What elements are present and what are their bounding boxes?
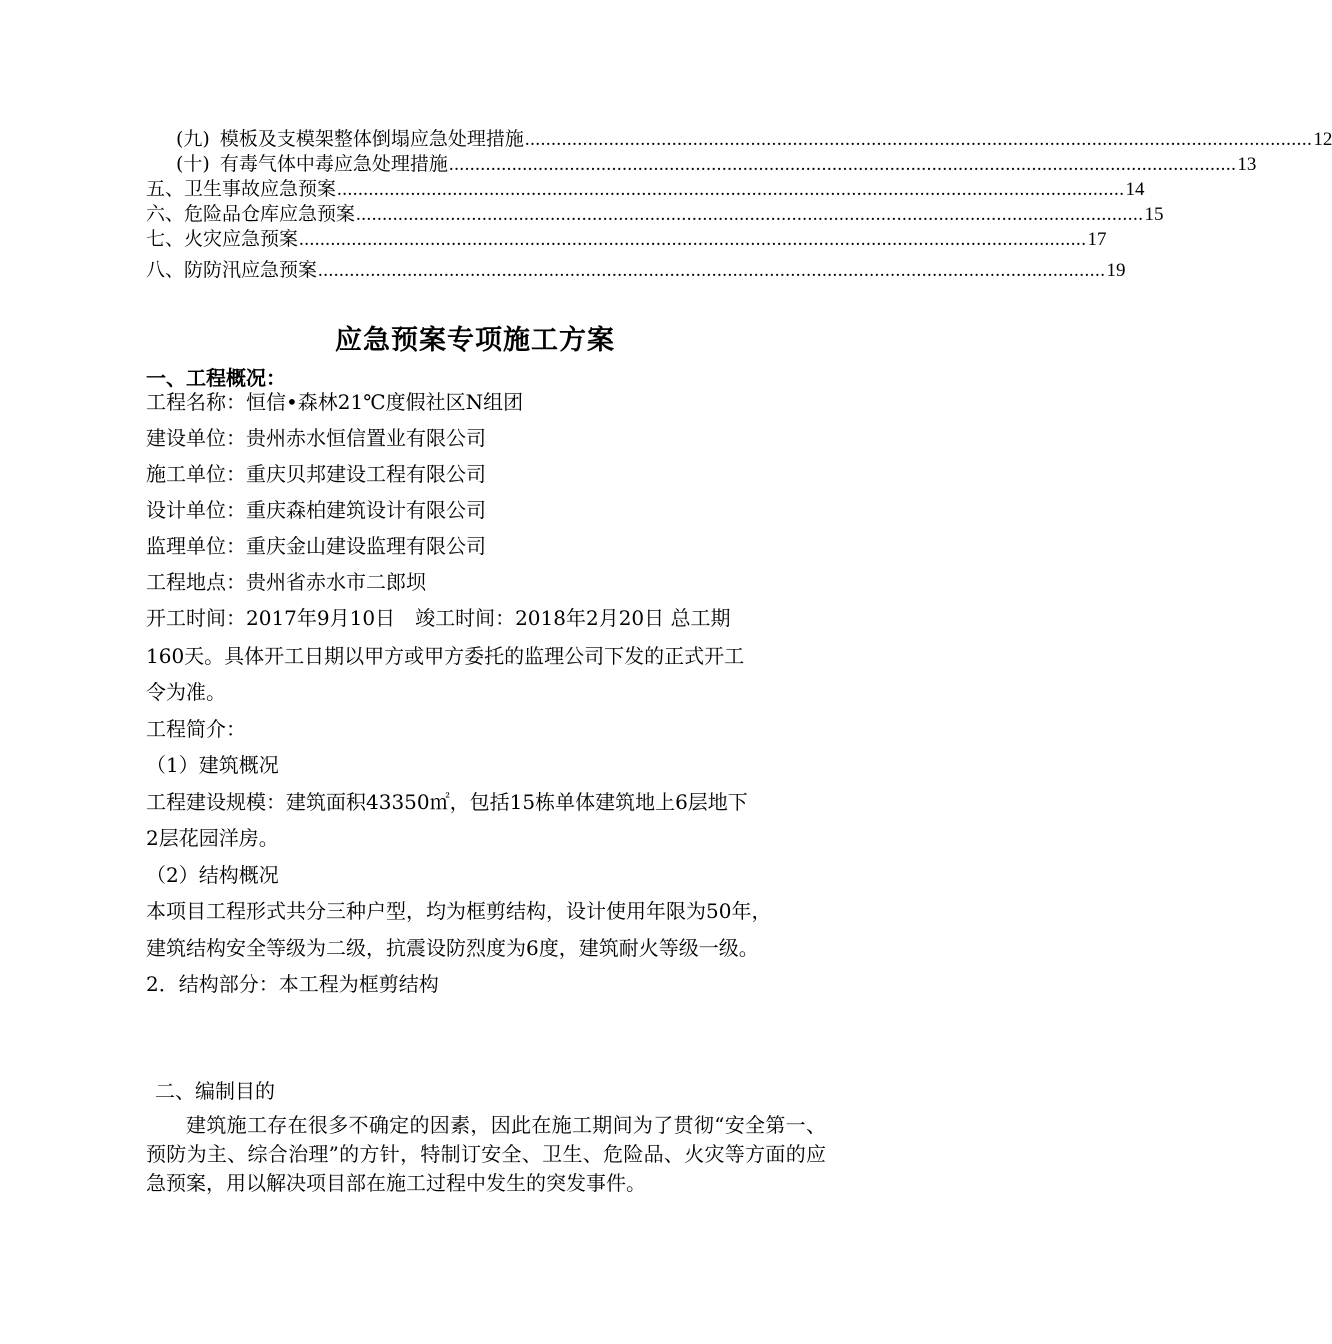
toc-entry-page: 19 (1106, 260, 1126, 281)
section-heading-overview: 一、工程概况： (146, 366, 286, 390)
toc-entry-title: 防防汛应急预案 (184, 259, 318, 281)
toc-leader-dots: ...................................................................................................................................................... (524, 129, 1313, 150)
toc-entry[interactable] (176, 124, 1332, 150)
toc-entry-page: 13 (1237, 154, 1257, 175)
body-line: 开工时间：2017年9月10日 竣工时间：2018年2月20日 总工期 (146, 606, 731, 630)
toc-leader-dots: ...................................................................................................................................................... (337, 179, 1125, 200)
body-line: 工程地点：贵州省赤水市二郎坝 (146, 570, 426, 594)
body-line: 工程名称：恒信•森林21℃度假社区N组团 (146, 390, 524, 414)
body-line: （1）建筑概况 (146, 753, 279, 777)
body-line: 令为准。 (146, 680, 226, 704)
toc-entry-title: 卫生事故应急预案 (184, 178, 337, 200)
body-line: 施工单位：重庆贝邦建设工程有限公司 (146, 462, 486, 486)
toc-entry[interactable] (176, 149, 1257, 175)
toc-entry-number: (十) (176, 153, 210, 175)
toc-leader-dots: ...................................................................................................................................................... (448, 154, 1237, 175)
body-line: 建筑结构安全等级为二级，抗震设防烈度为6度，建筑耐火等级一级。 (146, 936, 759, 960)
toc-entry-title: 危险品仓库应急预案 (184, 203, 356, 225)
toc-entry-number: 八、 (146, 259, 185, 281)
body-line: 监理单位：重庆金山建设监理有限公司 (146, 534, 486, 558)
body-line: 建设单位：贵州赤水恒信置业有限公司 (146, 426, 486, 450)
body-line: 设计单位：重庆森柏建筑设计有限公司 (146, 498, 486, 522)
toc-entry-number: 六、 (146, 203, 185, 225)
toc-entry-number: (九) (176, 128, 210, 150)
toc-entry-page: 12 (1313, 129, 1332, 150)
toc-entry[interactable] (146, 224, 1107, 250)
toc-entry-page: 15 (1144, 204, 1164, 225)
body-line: 160天。具体开工日期以甲方或甲方委托的监理公司下发的正式开工 (146, 644, 745, 668)
body-line: 本项目工程形式共分三种户型，均为框剪结构，设计使用年限为50年， (146, 899, 772, 923)
toc-entry-number: 五、 (146, 178, 185, 200)
toc-leader-dots: ...................................................................................................................................................... (318, 260, 1106, 281)
toc-entry-title: 火灾应急预案 (184, 228, 299, 250)
toc-entry-page: 14 (1125, 179, 1145, 200)
section-heading-purpose: 二、编制目的 (155, 1079, 275, 1103)
toc-entry-title: 有毒气体中毒应急处理措施 (219, 153, 448, 175)
toc-entry[interactable] (146, 199, 1164, 225)
toc-entry-number: 七、 (146, 228, 185, 250)
purpose-paragraph: 建筑施工存在很多不确定的因素，因此在施工期间为了贯彻“安全第一、预防为主、综合治理”的方针，特制订安全、卫生、危险品、火灾等方面的应急预案，用以解决项目部在施工过程中发生的突发事件。 (146, 1113, 826, 1195)
body-line: （2）结构概况 (146, 863, 279, 887)
toc-entry[interactable] (146, 255, 1126, 281)
document-title: 应急预案专项施工方案 (335, 325, 615, 356)
toc-leader-dots: ...................................................................................................................................................... (356, 204, 1144, 225)
toc-entry-title: 模板及支模架整体倒塌应急处理措施 (219, 128, 524, 150)
body-line: 工程建设规模：建筑面积43350㎡，包括15栋单体建筑地上6层地下 (146, 790, 748, 814)
toc-entry[interactable] (146, 174, 1145, 200)
body-line: 2．结构部分：本工程为框剪结构 (146, 972, 439, 996)
body-line: 2层花园洋房。 (146, 826, 279, 850)
toc-leader-dots: ...................................................................................................................................................... (299, 229, 1087, 250)
body-line: 工程简介： (146, 717, 246, 741)
toc-entry-page: 17 (1087, 229, 1107, 250)
